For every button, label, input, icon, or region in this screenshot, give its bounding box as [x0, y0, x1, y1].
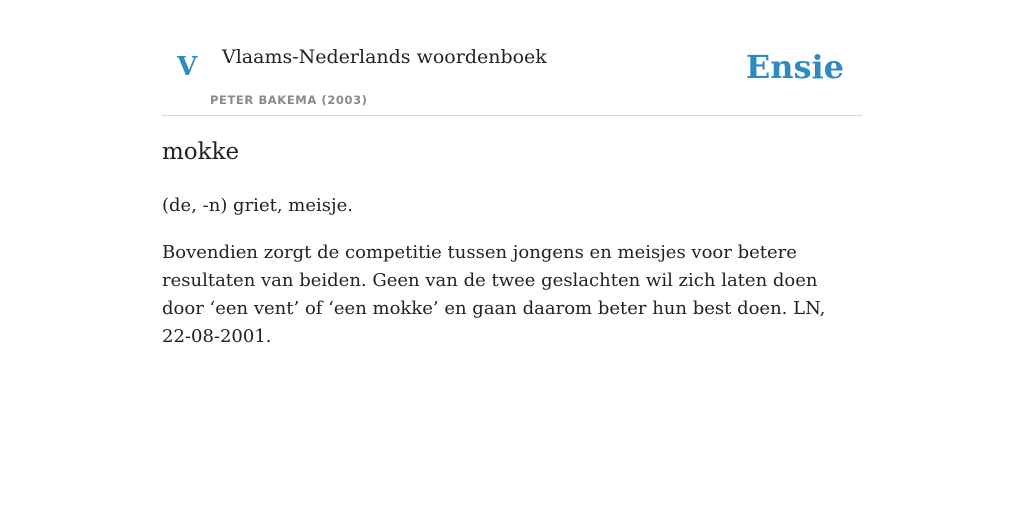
entry-example-quote: Bovendien zorgt de competitie tussen jongens en meisjes voor betere resultaten van beiden. Geen van de twee geslachten wil zich laten doen door ‘een vent’ of ‘een mokke’ en gaan daarom beter hun best doen. LN, 22-08-2001.: [162, 242, 826, 347]
ensie-logo[interactable]: Ensie: [745, 48, 844, 86]
dictionary-author: PETER BAKEMA (2003): [210, 93, 368, 107]
entry-definition: (de, -n) griet, meisje.: [162, 195, 353, 216]
dictionary-letter-icon: V: [177, 52, 198, 82]
entry-headword: mokke: [162, 139, 240, 165]
dictionary-header: [162, 0, 862, 116]
page: [162, 0, 862, 512]
dictionary-title-link[interactable]: Vlaams-Nederlands woordenboek: [222, 46, 547, 68]
